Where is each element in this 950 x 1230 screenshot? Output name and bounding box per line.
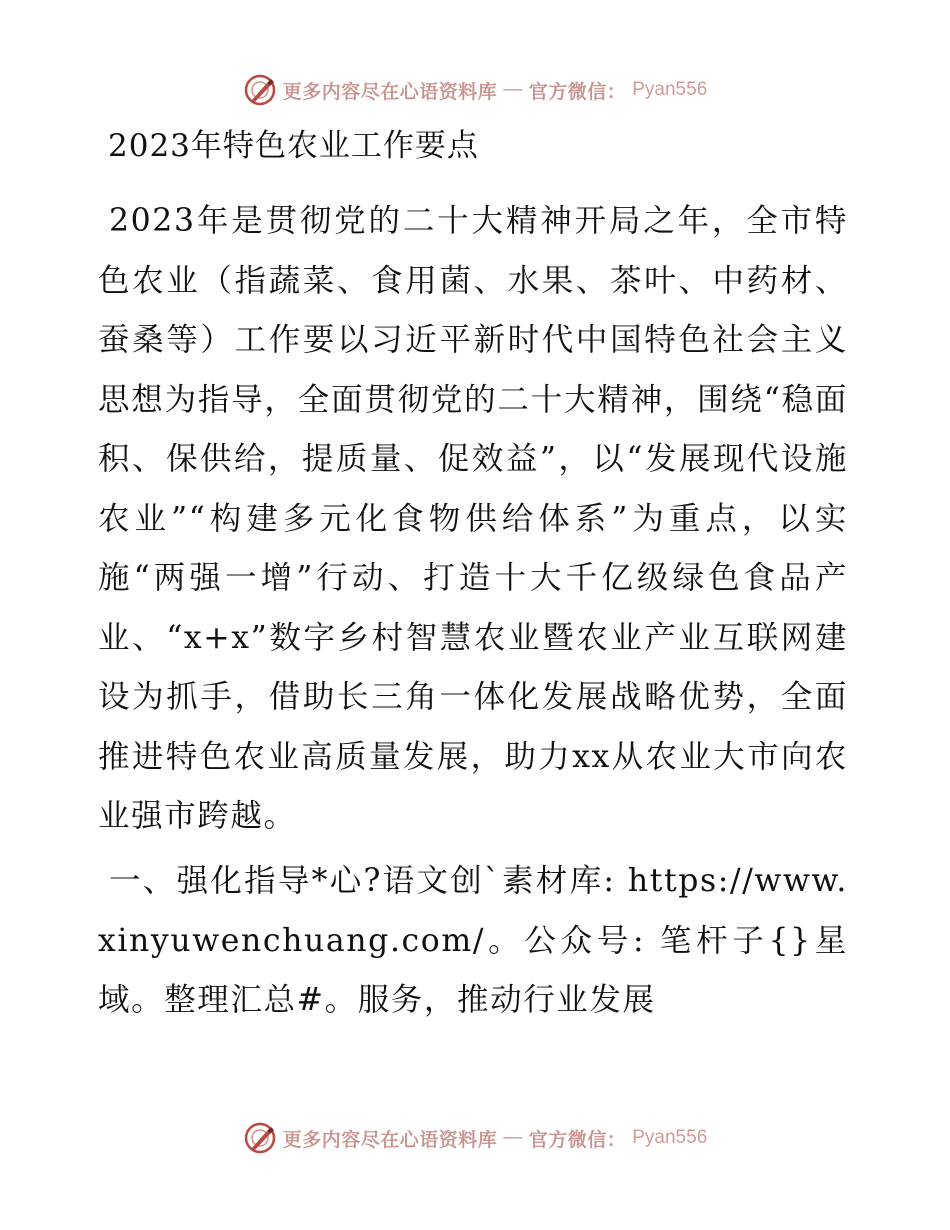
section-one-paragraph: 一、强化指导*心?语文创`素材库: https://www.xinyuwenchuang.com/。公众号: 笔杆子{}星域。整理汇总#。服务，推动行业发展 <box>98 863 848 1018</box>
watermark-text: 更多内容尽在心语资料库 <box>282 1129 498 1151</box>
watermark-official: 官方微信： <box>528 1129 627 1151</box>
document-title: 2023年特色农业工作要点 <box>108 128 479 164</box>
pen-logo-icon <box>243 1121 277 1155</box>
header-watermark <box>0 70 950 110</box>
footer-watermark <box>0 1118 950 1158</box>
watermark-dash: — <box>503 1127 523 1148</box>
watermark-account: Pyan556 <box>632 79 708 100</box>
intro-paragraph: 2023年是贯彻党的二十大精神开局之年，全市特色农业（指蔬菜、食用菌、水果、茶叶、中药材、蚕桑等）工作要以习近平新时代中国特色社会主义思想为指导，全面贯彻党的二十大精神，围绕“稳面积、保供给，提质量、促效益”，以“发展现代设施农业”“构建多元化食物供给体系”为重点，以实施“两强一增”行动、打造十大千亿级绿色食品产业、“x+x”数字乡村智慧农业暨农业产业互联网建设为抓手，借助长三角一体化发展战略优势，全面推进特色农业高质量发展，助力xx从农业大市向农业强市跨越。 <box>98 203 848 834</box>
watermark-dash: — <box>503 79 523 100</box>
watermark-text: 更多内容尽在心语资料库 <box>282 81 498 103</box>
watermark-account: Pyan556 <box>632 1127 708 1148</box>
watermark-official: 官方微信： <box>528 81 627 103</box>
pen-logo-icon <box>243 73 277 107</box>
